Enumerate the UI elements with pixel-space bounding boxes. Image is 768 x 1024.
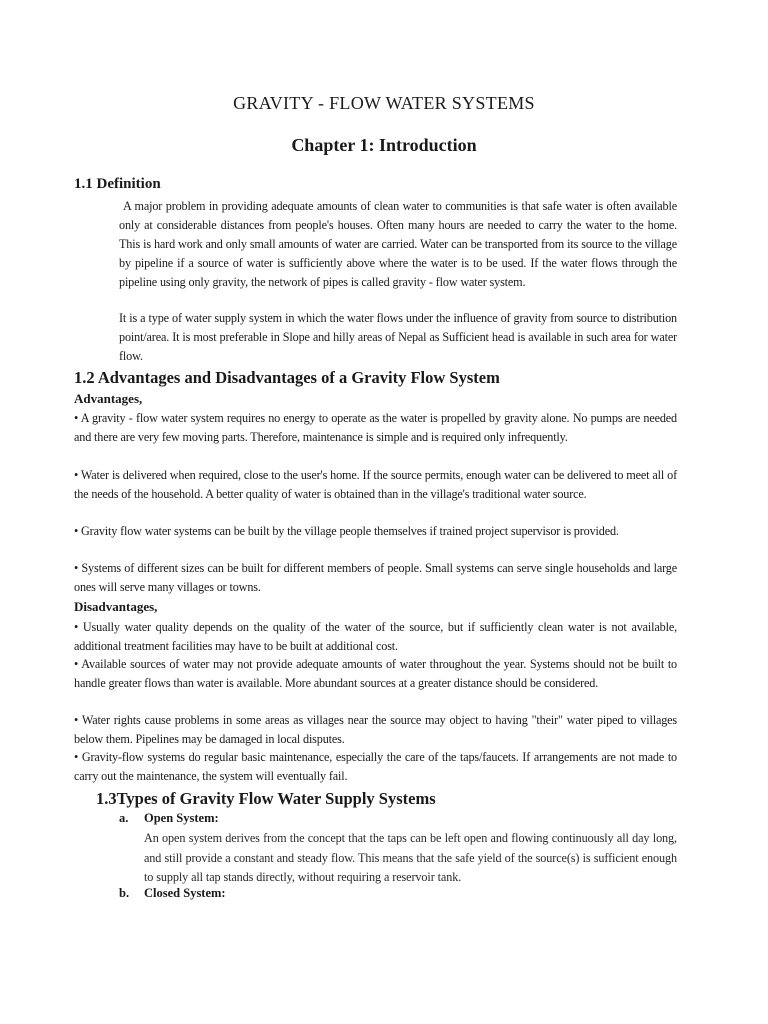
advantage-item: • Water is delivered when required, close to the user's home. If the source permits, enough water can be delivered to meet all of the needs of the household. A better quality of water is obtained than in the village's traditional water source. bbox=[74, 468, 677, 501]
definition-paragraph-1: A major problem in providing adequate amounts of clean water to communities is that safe water is often available only at considerable distances from people's houses. Often many hours are needed to carry the water to the home. This is hard work and only small amounts of water are carried. Water can be transported from its source to the village by pipeline if a source of water is sufficiently above where the water is to be used. If the water flows through the pipeline using only gravity, the network of pipes is called gravity - flow water system. bbox=[119, 199, 677, 289]
closed-system-label bbox=[119, 886, 226, 901]
disadvantage-item: • Water rights cause problems in some areas as villages near the source may object to having "their" water piped to villages below them. Pipelines may be damaged in local disputes. bbox=[74, 713, 677, 746]
definition-paragraph-2: It is a type of water supply system in which the water flows under the influence of gravity from source to distribution point/area. It is most preferable in Slope and hilly areas of Nepal as Sufficient head is available in such area for water flow. bbox=[119, 311, 677, 363]
advantage-item: • Gravity flow water systems can be built by the village people themselves if trained project supervisor is provided. bbox=[74, 524, 619, 538]
section-1-1-heading: 1.1 Definition bbox=[74, 176, 161, 192]
advantage-item: • Systems of different sizes can be built for different members of people. Small systems can serve single households and large ones will serve many villages or towns. bbox=[74, 561, 677, 594]
disadvantage-item: • Available sources of water may not provide adequate amounts of water throughout the year. Systems should not be built to handle greater flows than water is available. More abundant sources at a greater distance should be considered. bbox=[74, 657, 677, 690]
disadvantage-item: • Gravity-flow systems do regular basic maintenance, especially the care of the taps/faucets. If arrangements are not made to carry out the maintenance, the system will eventually fail. bbox=[74, 750, 677, 783]
open-system-label bbox=[119, 811, 219, 826]
list-label-text: Closed System: bbox=[144, 886, 226, 900]
chapter-heading: Chapter 1: Introduction bbox=[291, 135, 477, 155]
disadvantages-label: Disadvantages, bbox=[74, 599, 158, 614]
document-title: GRAVITY - FLOW WATER SYSTEMS bbox=[233, 93, 535, 113]
advantages-label: Advantages, bbox=[74, 391, 143, 406]
open-system-description: An open system derives from the concept that the taps can be left open and flowing continuously all day long, and still provide a constant and steady flow. This means that the safe yield of the source(s) is sufficient enough to supply all tap stands directly, without requiring a reservoir tank. bbox=[144, 831, 677, 884]
list-marker: a. bbox=[119, 811, 129, 825]
advantage-item: • A gravity - flow water system requires no energy to operate as the water is propelled by gravity alone. No pumps are needed and there are very few moving parts. Therefore, maintenance is simple and is required only infrequently. bbox=[74, 411, 677, 444]
section-1-2-heading: 1.2 Advantages and Disadvantages of a Gravity Flow System bbox=[74, 368, 500, 387]
section-1-3-heading: 1.3Types of Gravity Flow Water Supply Systems bbox=[96, 789, 436, 808]
list-label-text: Open System: bbox=[144, 811, 219, 825]
disadvantage-item: • Usually water quality depends on the quality of the water of the source, but if sufficiently clean water is not available, additional treatment facilities may have to be built at additional cost. bbox=[74, 620, 677, 653]
list-marker: b. bbox=[119, 886, 130, 900]
